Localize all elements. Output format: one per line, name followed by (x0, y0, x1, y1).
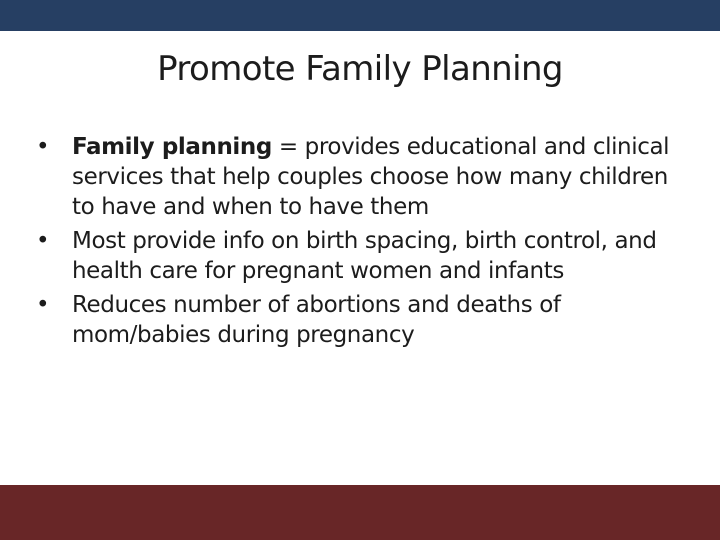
bullet-item (36, 290, 696, 350)
bullet-text: = provides educational and clinical services that help couples choose how many children to have and when to have them (72, 134, 670, 220)
bullet-icon: • (36, 134, 50, 160)
bullet-item (36, 132, 696, 222)
slide-title: Promote Family Planning (157, 49, 563, 89)
bullet-item (36, 226, 696, 286)
bottom-accent-bar (0, 485, 720, 540)
bullet-icon: • (36, 292, 50, 318)
bullet-icon: • (36, 228, 50, 254)
top-accent-bar (0, 0, 720, 31)
bullet-text: Reduces number of abortions and deaths of mom/babies during pregnancy (72, 292, 561, 348)
bullet-term: Family planning (72, 134, 272, 160)
bullet-text: Most provide info on birth spacing, birth control, and health care for pregnant women and infants (72, 228, 657, 284)
bullet-list (36, 132, 696, 354)
